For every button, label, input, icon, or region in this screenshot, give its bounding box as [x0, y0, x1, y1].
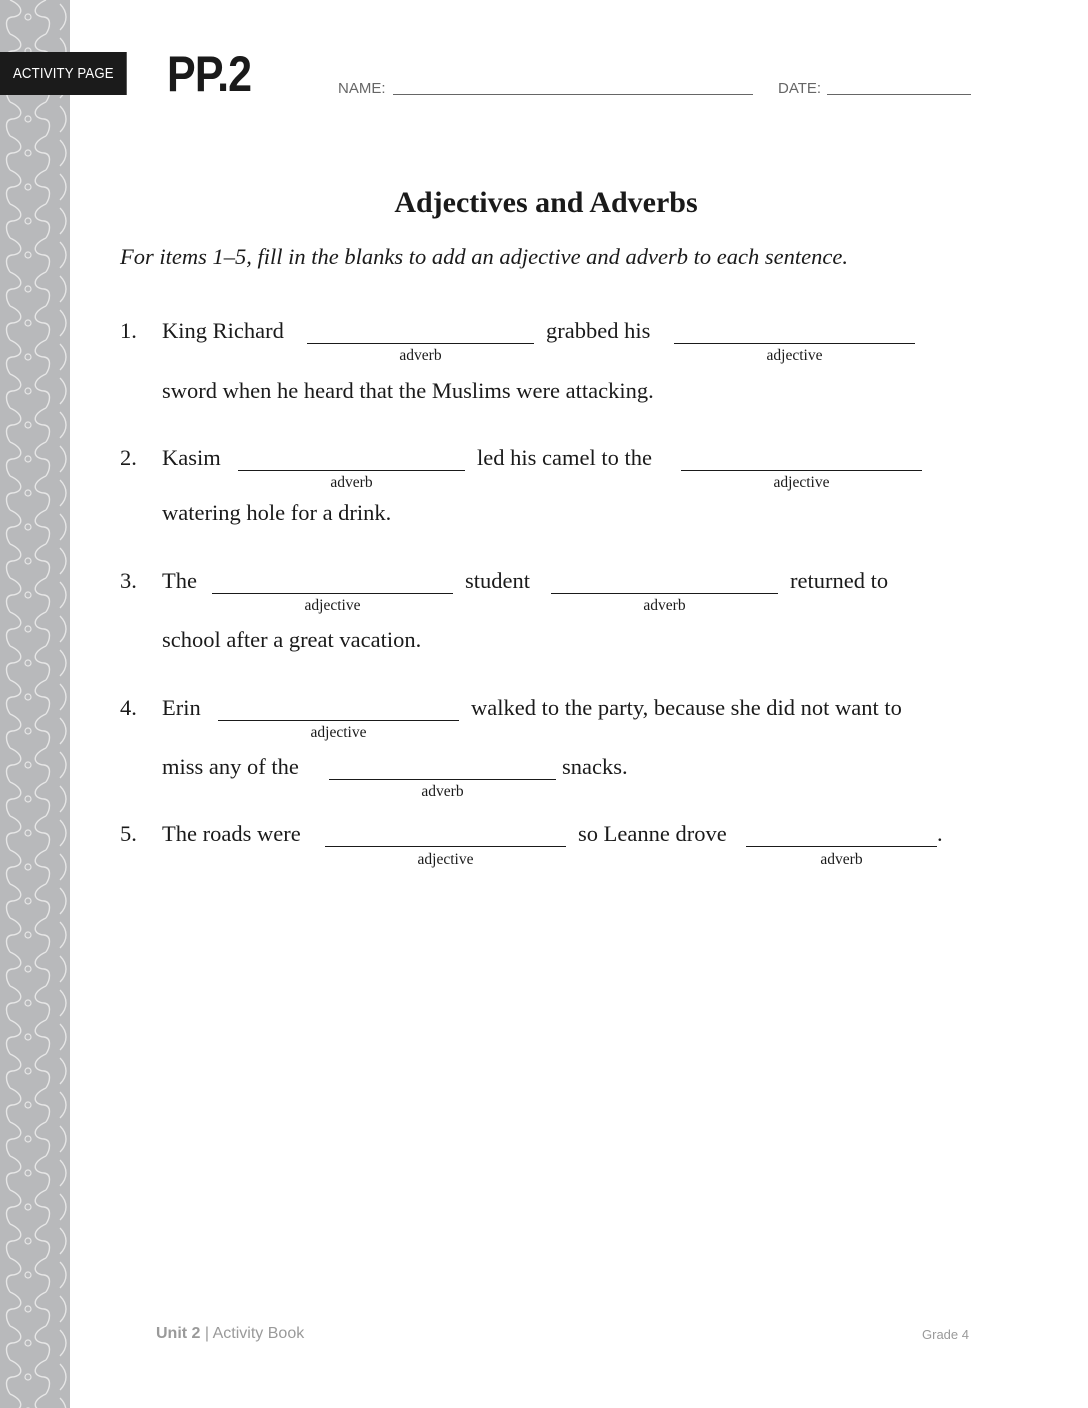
footer-grade: Grade 4	[922, 1327, 969, 1342]
item-number: 2.	[120, 445, 137, 470]
blank-hint: adjective	[417, 851, 474, 868]
adverb-blank[interactable]	[238, 470, 465, 471]
blank-hint: adverb	[643, 597, 686, 614]
adverb-blank[interactable]	[746, 846, 937, 847]
item-number: 4.	[120, 695, 137, 720]
adjective-blank[interactable]	[212, 593, 453, 594]
adjective-blank[interactable]	[681, 470, 922, 471]
page-code: PP.2	[167, 46, 252, 102]
item-number: 5.	[120, 821, 137, 846]
item-text: The	[162, 568, 197, 593]
blank-hint: adjective	[310, 724, 367, 741]
item-text: The roads were	[162, 821, 301, 846]
item-text: so Leanne drove	[578, 821, 727, 846]
item-text: watering hole for a drink.	[162, 500, 392, 525]
blank-hint: adjective	[773, 474, 830, 491]
item-text: .	[937, 821, 943, 846]
item-text: Erin	[162, 695, 201, 720]
adjective-blank[interactable]	[325, 846, 566, 847]
item-text: Kasim	[162, 445, 221, 470]
item-text: returned to	[790, 568, 889, 593]
item-number: 1.	[120, 318, 137, 343]
adjective-blank[interactable]	[674, 343, 915, 344]
blank-hint: adjective	[304, 597, 361, 614]
item-text: led his camel to the	[477, 445, 652, 470]
date-label: DATE:	[778, 80, 822, 97]
item-text: grabbed his	[546, 318, 651, 343]
item-text: miss any of the	[162, 754, 299, 779]
item-text: walked to the party, because she did not want to	[471, 695, 902, 720]
worksheet-title: Adjectives and Adverbs	[394, 186, 698, 219]
activity-page-tag: ACTIVITY PAGE	[0, 52, 127, 95]
blank-hint: adjective	[766, 347, 823, 364]
name-label: NAME:	[338, 80, 386, 97]
name-field[interactable]	[393, 94, 753, 95]
item-text: King Richard	[162, 318, 284, 343]
footer-separator: |	[204, 1325, 210, 1342]
blank-hint: adverb	[399, 347, 442, 364]
item-text: student	[465, 568, 530, 593]
adverb-blank[interactable]	[307, 343, 534, 344]
blank-hint: adverb	[421, 783, 464, 800]
item-number: 3.	[120, 568, 137, 593]
instructions: For items 1–5, fill in the blanks to add an adjective and adverb to each sentence.	[120, 244, 848, 269]
blank-hint: adverb	[820, 851, 863, 868]
footer-book: Activity Book	[212, 1325, 305, 1342]
item-text: school after a great vacation.	[162, 627, 422, 652]
footer-unit: Unit 2	[156, 1325, 201, 1342]
blank-hint: adverb	[330, 474, 373, 491]
item-text: snacks.	[562, 754, 628, 779]
item-text: sword when he heard that the Muslims were attacking.	[162, 378, 654, 403]
date-field[interactable]	[827, 94, 971, 95]
adverb-blank[interactable]	[551, 593, 778, 594]
footer-left	[156, 1325, 304, 1343]
adjective-blank[interactable]	[218, 720, 459, 721]
adverb-blank[interactable]	[329, 779, 556, 780]
